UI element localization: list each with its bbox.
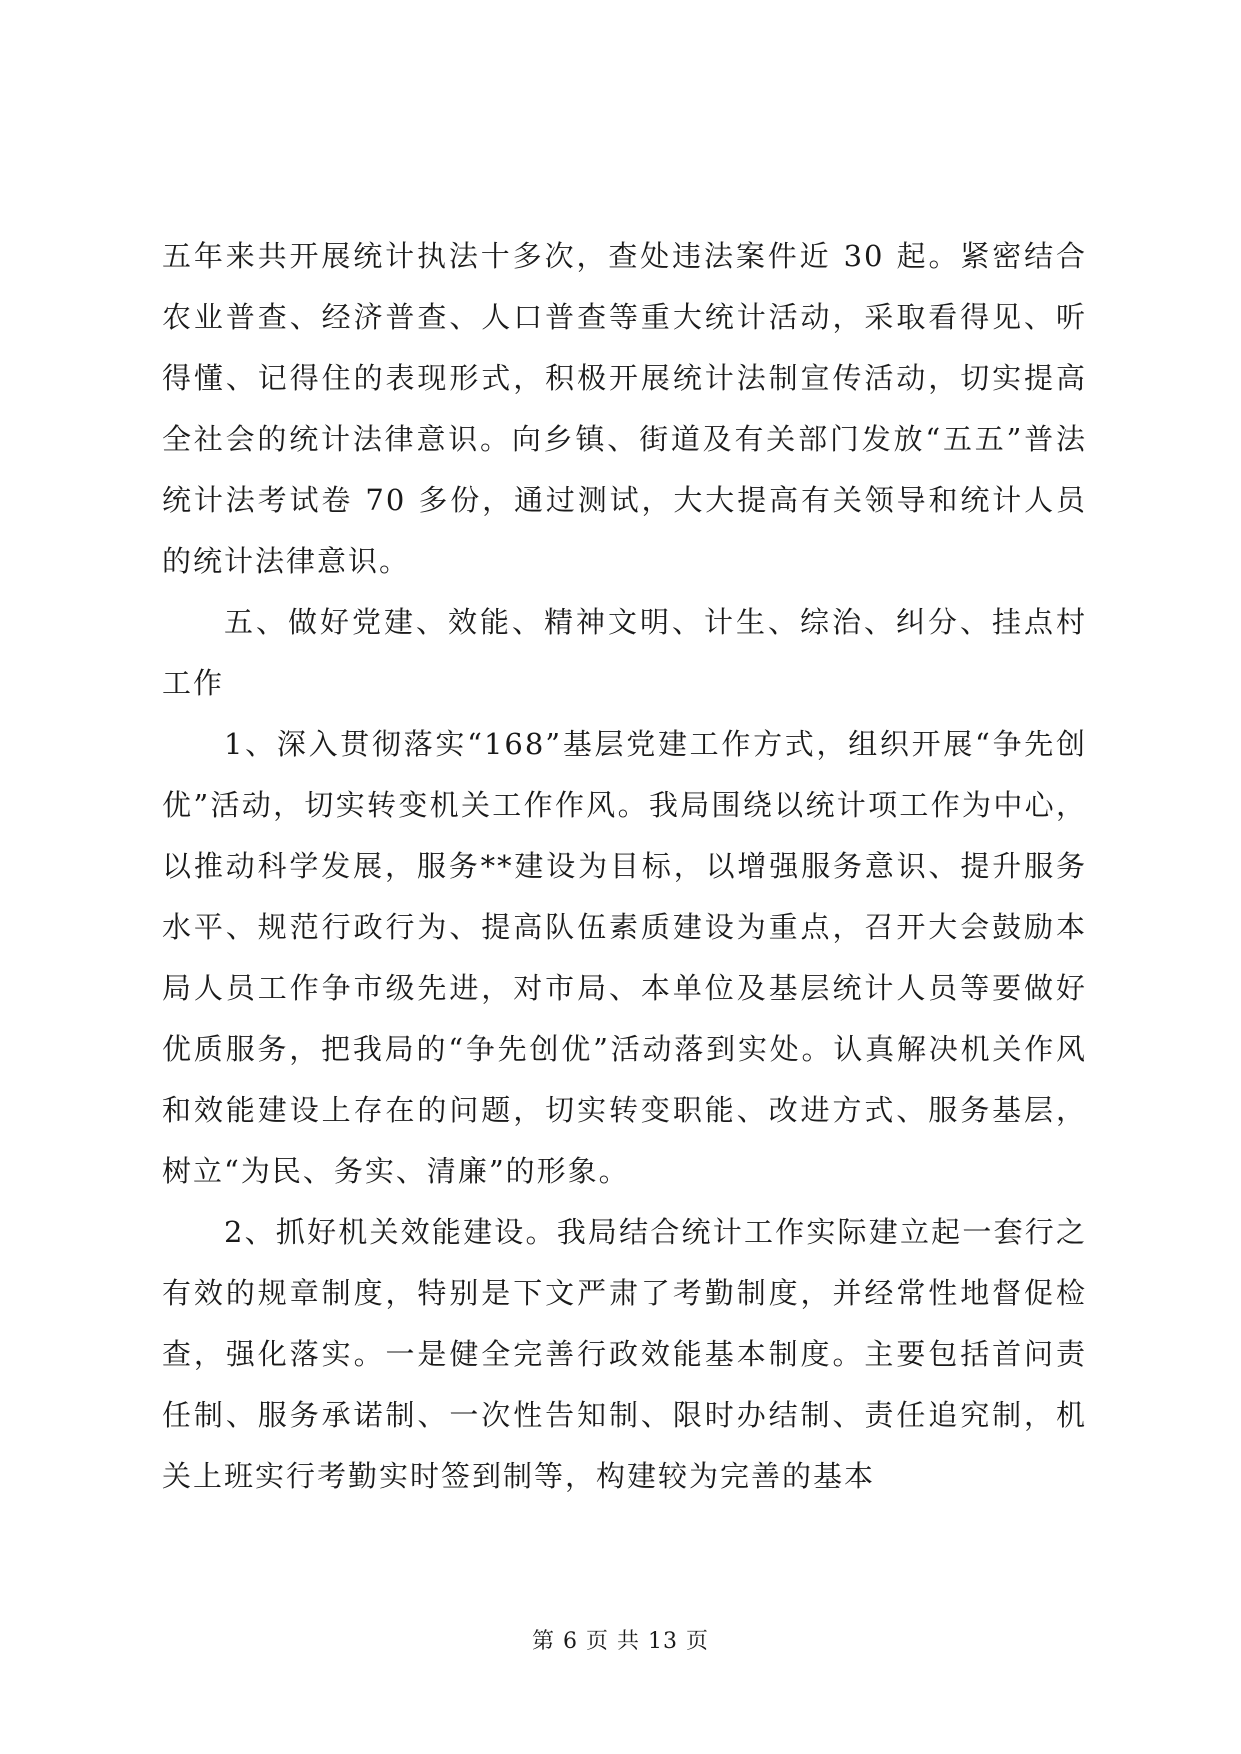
section-heading-five: 五、做好党建、效能、精神文明、计生、综治、纠分、挂点村工作 <box>162 605 1087 700</box>
document-body <box>162 226 1087 1507</box>
paragraph-continuation: 五年来共开展统计执法十多次，查处违法案件近 30 起。紧密结合农业普查、经济普查、人口普查等重大统计活动，采取看得见、听得懂、记得住的表现形式，积极开展统计法制宣传活动，切实提高全社会的统计法律意识。向乡镇、街道及有关部门发放“五五”普法统计法考试卷 70 多份，通过测试，大大提高有关领导和统计人员的统计法律意识。 <box>162 239 1087 578</box>
page-number-footer: 第 6 页 共 13 页 <box>532 1629 709 1654</box>
paragraph-item-1: 1、深入贯彻落实“168”基层党建工作方式，组织开展“争先创优”活动，切实转变机关工作作风。我局围绕以统计项工作为中心，以推动科学发展，服务**建设为目标，以增强服务意识、提升服务水平、规范行政行为、提高队伍素质建设为重点，召开大会鼓励本局人员工作争市级先进，对市局、本单位及基层统计人员等要做好优质服务，把我局的“争先创优”活动落到实处。认真解决机关作风和效能建设上存在的问题，切实转变职能、改进方式、服务基层，树立“为民、务实、清廉”的形象。 <box>162 727 1087 1188</box>
paragraph-item-2: 2、抓好机关效能建设。我局结合统计工作实际建立起一套行之有效的规章制度，特别是下文严肃了考勤制度，并经常性地督促检查，强化落实。一是健全完善行政效能基本制度。主要包括首问责任制、服务承诺制、一次性告知制、限时办结制、责任追究制，机关上班实行考勤实时签到制等，构建较为完善的基本 <box>162 1215 1087 1493</box>
